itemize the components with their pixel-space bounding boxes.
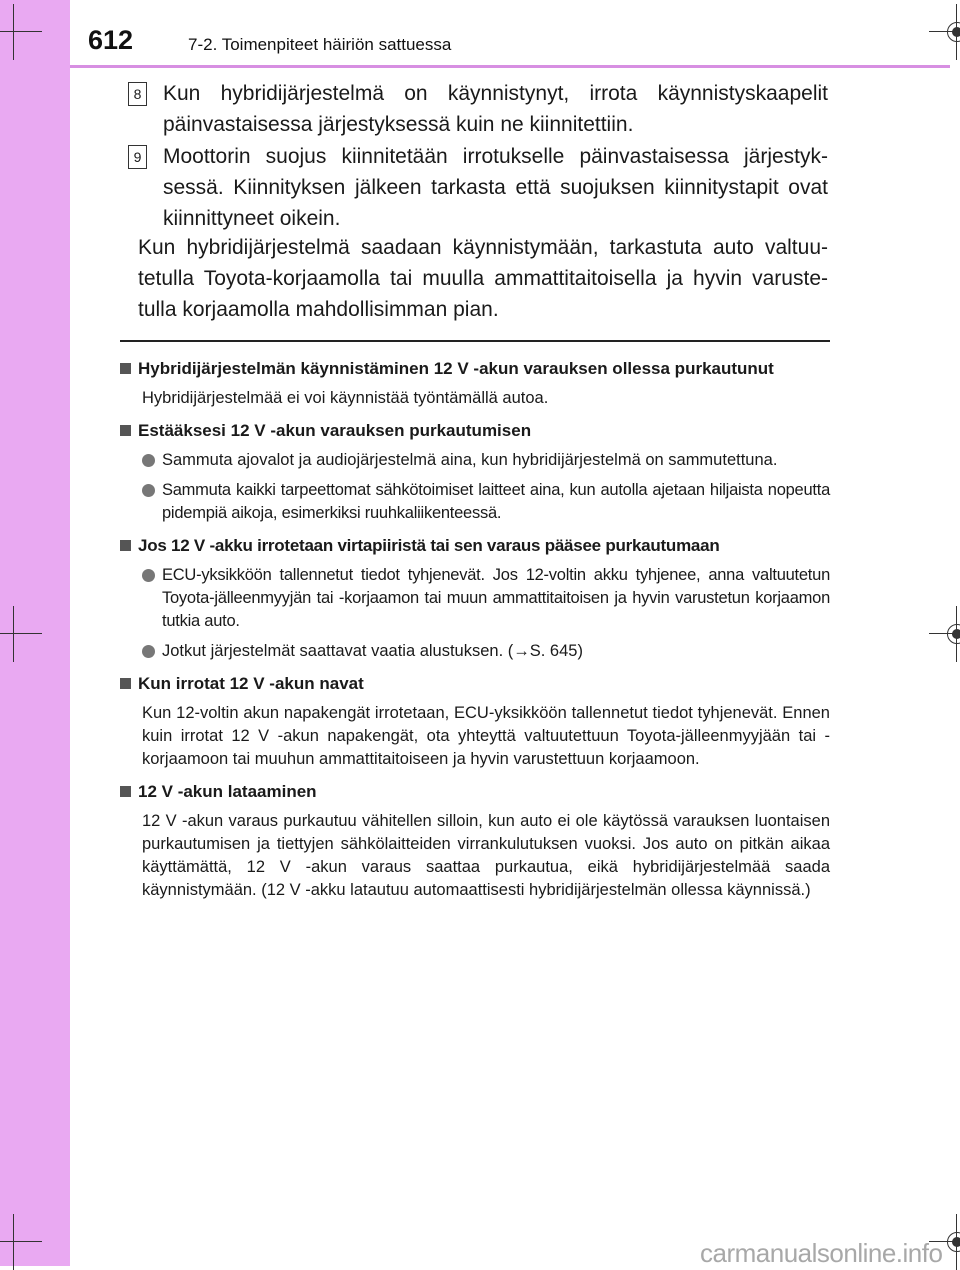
circle-bullet-icon [142,484,155,497]
step-8 [128,78,828,140]
note-body: Kun 12-voltin akun napakengät irrotetaan, ECU-yksikköön tallennetut tiedot tyhjenevät. Ennen kuin irrotat 12 V -akun napakengät, ota yhteyttä valtuutettuun Toyota-jälleenmyyjään tai -korjaamoon tai muuhun ammattitaitoiseen ja hyvin varustettuun korjaamoon. [142,704,830,768]
square-bullet-icon [120,363,131,374]
square-bullet-icon [120,540,131,551]
square-bullet-icon [120,678,131,689]
summary-paragraph: Kun hybridijärjestelmä saadaan käynnistymään, tarkastuta auto valtuutetulla Toyota-korjaamolla tai muulla ammattitaitoisella ja hyvin varustetulla korjaamolla mahdollisimman pian. [138,236,828,321]
section-divider [120,340,830,342]
square-bullet-icon [120,425,131,436]
square-bullet-icon [120,786,131,797]
step-text: Kun hybridijärjestelmä on käynnistynyt, irrota käynnistyskaapelit päinvastaisessa järjestyksessä kuin ne kiinnitettiin. [163,82,828,136]
registration-mark-icon [943,1228,960,1256]
note-heading: Estääksesi 12 V -akun varauksen purkautumisen [120,419,830,442]
registration-mark-icon [943,620,960,648]
step-9 [128,141,828,234]
note-heading: Kun irrotat 12 V -akun navat [120,672,830,695]
list-item: Jotkut järjestelmät saattavat vaatia alustuksen. (→S. 645) [120,640,830,663]
list-item: Sammuta kaikki tarpeettomat sähkötoimiset laitteet aina, kun autolla ajetaan hiljaista nopeutta pidempiä aikoja, esimerkiksi ruuhkaliikenteessä. [120,479,830,525]
crop-mark-icon [0,1228,28,1256]
step-text: Moottorin suojus kiinnitetään irrotukselle päinvastaisessa järjestyksessä. Kiinnityksen jälkeen tarkasta että suojuksen kiinnitystapit ovat kiinnittyneet oikein. [163,145,828,230]
circle-bullet-icon [142,569,155,582]
note-heading: Jos 12 V -akku irrotetaan virtapiiristä tai sen varaus pääsee purkautumaan [120,534,830,557]
note-heading: Hybridijärjestelmän käynnistäminen 12 V -akun varauksen ollessa purkautunut [120,357,830,380]
note-heading: 12 V -akun lataaminen [120,780,830,803]
list-item: Sammuta ajovalot ja audiojärjestelmä aina, kun hybridijärjestelmä on sammutettuna. [120,449,830,472]
page-number: 612 [88,25,134,55]
registration-mark-icon [943,18,960,46]
list-item: ECU-yksikköön tallennetut tiedot tyhjenevät. Jos 12-voltin akku tyhjenee, anna valtuutetun Toyota-jälleenmyyjän tai -korjaamon tai muun ammattitaitoisen ja hyvin varustetun korjaamon tutkia auto. [120,564,830,633]
watermark-text: carmanualsonline.info [700,1238,943,1268]
crop-mark-icon [0,18,28,46]
step-number-badge: 9 [128,145,147,169]
notes-section [120,348,830,902]
note-body: Hybridijärjestelmää ei voi käynnistää työntämällä autoa. [142,389,549,407]
circle-bullet-icon [142,645,155,658]
circle-bullet-icon [142,454,155,467]
header-rule [70,65,950,68]
crop-mark-icon [0,620,28,648]
note-body: 12 V -akun varaus purkautuu vähitellen silloin, kun auto ei ole käytössä varauksen luontaisen purkautumisen ja tiettyjen sähkölaitteiden virrankulutuksen vuoksi. Jos auto on pitkän aikaa käyttämättä, 12 V -akun varaus saattaa purkautua, eikä hybridijärjestelmää saada käynnistymään. (12 V -akku latautuu automaattisesti hybridijärjestelmän ollessa käynnissä.) [142,812,830,899]
step-number-badge: 8 [128,82,147,106]
chapter-title: 7-2. Toimenpiteet häiriön sattuessa [188,35,452,54]
